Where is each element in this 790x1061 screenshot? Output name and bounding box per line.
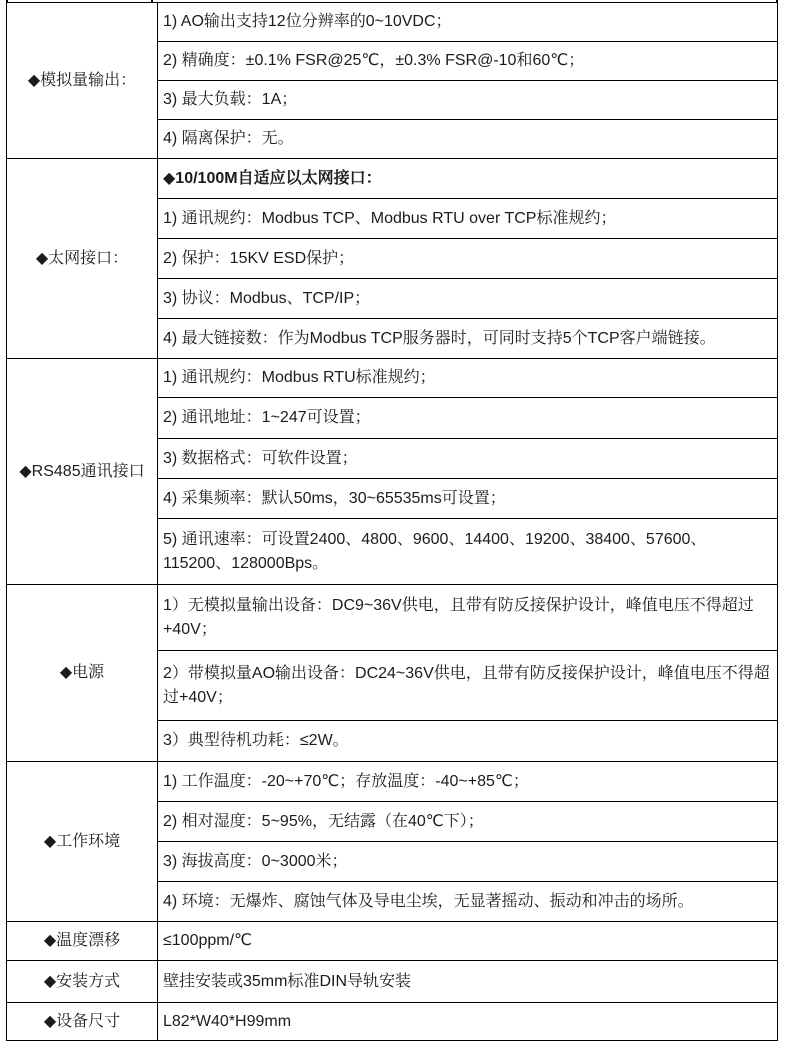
spec-dimensions-value: L82*W40*H99mm bbox=[158, 1003, 778, 1041]
section-label-mounting: ◆安装方式 bbox=[7, 961, 158, 1003]
spec-rs485-4: 4) 采集频率：默认50ms，30~65535ms可设置； bbox=[158, 479, 778, 519]
section-label-temp-drift: ◆温度漂移 bbox=[7, 922, 158, 961]
spec-analog-output-3: 3) 最大负载：1A； bbox=[158, 81, 778, 120]
spec-analog-output-1: 1) AO输出支持12位分辨率的0~10VDC； bbox=[158, 3, 778, 42]
spec-rs485-5: 5) 通讯速率：可设置2400、4800、9600、14400、19200、38400、57600、115200、128000Bps。 bbox=[158, 519, 778, 585]
spec-rs485-1: 1) 通讯规约：Modbus RTU标准规约； bbox=[158, 359, 778, 398]
spec-power-3: 3）典型待机功耗：≤2W。 bbox=[158, 721, 778, 762]
spec-rs485-2: 2) 通讯地址：1~247可设置； bbox=[158, 398, 778, 439]
section-label-ethernet: ◆太网接口： bbox=[7, 159, 158, 359]
spec-power-1: 1）无模拟量输出设备：DC9~36V供电，且带有防反接保护设计，峰值电压不得超过+40V； bbox=[158, 585, 778, 651]
section-label-environment: ◆工作环境 bbox=[7, 762, 158, 922]
spec-ethernet-2: 2) 保护：15KV ESD保护； bbox=[158, 239, 778, 279]
device-spec-table bbox=[6, 2, 778, 1041]
spec-environment-3: 3) 海拔高度：0~3000米； bbox=[158, 842, 778, 882]
spec-environment-1: 1) 工作温度：-20~+70℃；存放温度：-40~+85℃； bbox=[158, 762, 778, 802]
section-label-analog-output: ◆模拟量输出： bbox=[7, 3, 158, 159]
spec-ethernet-3: 3) 协议：Modbus、TCP/IP； bbox=[158, 279, 778, 319]
spec-ethernet-header: ◆10/100M自适应以太网接口： bbox=[158, 159, 778, 199]
spec-rs485-3: 3) 数据格式：可软件设置； bbox=[158, 439, 778, 479]
section-label-dimensions: ◆设备尺寸 bbox=[7, 1003, 158, 1041]
section-label-rs485: ◆RS485通讯接口 bbox=[7, 359, 158, 585]
spec-analog-output-2: 2) 精确度：±0.1% FSR@25℃，±0.3% FSR@-10和60℃； bbox=[158, 42, 778, 81]
spec-ethernet-4: 4) 最大链接数：作为Modbus TCP服务器时，可同时支持5个TCP客户端链接。 bbox=[158, 319, 778, 359]
spec-power-2: 2）带模拟量AO输出设备：DC24~36V供电，且带有防反接保护设计，峰值电压不得超过+40V； bbox=[158, 651, 778, 721]
spec-temp-drift-value: ≤100ppm/℃ bbox=[158, 922, 778, 961]
spec-ethernet-1: 1) 通讯规约：Modbus TCP、Modbus RTU over TCP标准规约； bbox=[158, 199, 778, 239]
spec-mounting-value: 壁挂安装或35mm标准DIN导轨安装 bbox=[158, 961, 778, 1003]
spec-environment-2: 2) 相对湿度：5~95%，无结露（在40℃下）； bbox=[158, 802, 778, 842]
spec-environment-4: 4) 环境：无爆炸、腐蚀气体及导电尘埃，无显著摇动、振动和冲击的场所。 bbox=[158, 882, 778, 922]
section-label-power: ◆电源 bbox=[7, 585, 158, 762]
spec-analog-output-4: 4) 隔离保护：无。 bbox=[158, 120, 778, 159]
